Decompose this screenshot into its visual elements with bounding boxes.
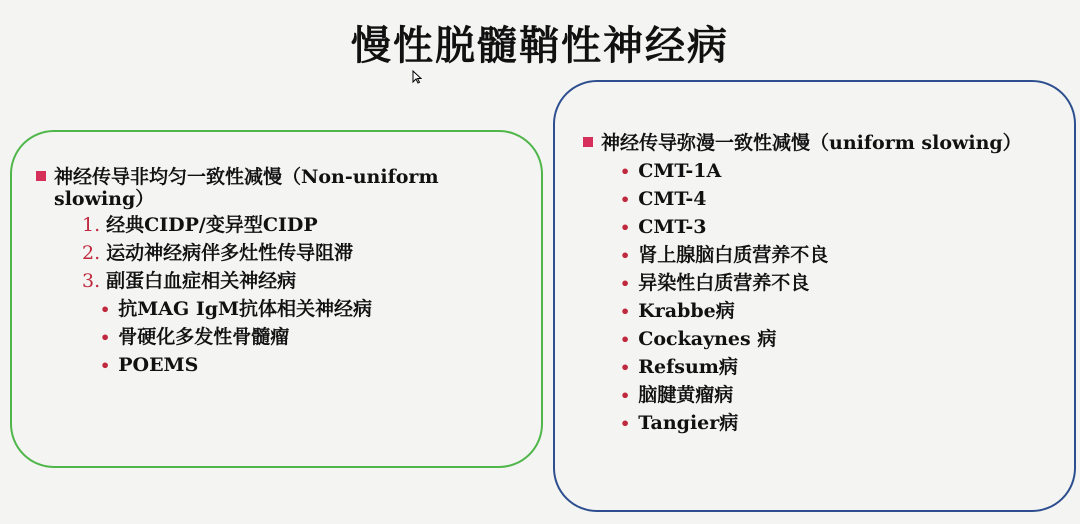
item-text: 脑腱黄瘤病 [638, 384, 734, 406]
dot-bullet-icon: • [620, 330, 631, 349]
item-text: CMT-4 [638, 188, 707, 210]
list-item [620, 300, 735, 323]
dot-bullet-icon: • [620, 414, 631, 433]
sub-list-item [100, 354, 198, 377]
slide-title: 慢性脱髓鞘性神经病 [351, 23, 729, 69]
square-bullet-icon [36, 171, 46, 181]
dot-bullet-icon: • [100, 300, 111, 319]
list-item [82, 242, 353, 264]
dot-bullet-icon: • [100, 356, 111, 375]
item-number: 1. [82, 214, 101, 236]
list-item [620, 272, 809, 295]
list-item [620, 412, 738, 435]
list-item [620, 216, 707, 239]
item-number: 3. [82, 270, 101, 292]
item-text: Refsum病 [638, 356, 738, 378]
item-text: CMT-1A [638, 160, 722, 182]
right-panel-heading [583, 132, 1022, 154]
list-item [620, 356, 738, 379]
item-text: Krabbe病 [638, 300, 735, 322]
left-heading-line2: slowing） [54, 188, 155, 210]
dot-bullet-icon: • [620, 302, 631, 321]
left-heading-line1: 神经传导非均匀一致性减慢（Non-uniform [54, 166, 439, 188]
item-text: Cockaynes 病 [638, 328, 777, 350]
right-heading-text: 神经传导弥漫一致性减慢（uniform slowing） [601, 132, 1022, 154]
item-number: 2. [82, 242, 101, 264]
item-text: 骨硬化多发性骨髓瘤 [118, 326, 290, 348]
list-item [620, 188, 707, 211]
dot-bullet-icon: • [620, 358, 631, 377]
item-text: 经典CIDP/变异型CIDP [106, 214, 318, 236]
left-panel-heading [36, 166, 439, 188]
sub-list-item [100, 298, 372, 321]
item-text: POEMS [118, 354, 199, 376]
item-text: 肾上腺脑白质营养不良 [638, 244, 829, 266]
dot-bullet-icon: • [620, 190, 631, 209]
dot-bullet-icon: • [620, 218, 631, 237]
dot-bullet-icon: • [620, 274, 631, 293]
list-item [620, 384, 733, 407]
dot-bullet-icon: • [620, 162, 631, 181]
item-text: Tangier病 [638, 412, 739, 434]
square-bullet-icon [583, 137, 593, 147]
sub-list-item [100, 326, 289, 349]
list-item [620, 244, 828, 267]
dot-bullet-icon: • [100, 328, 111, 347]
item-text: 副蛋白血症相关神经病 [106, 270, 297, 292]
list-item [620, 160, 721, 183]
item-text: 运动神经病伴多灶性传导阻滞 [106, 242, 354, 264]
list-item [82, 270, 296, 292]
item-text: CMT-3 [638, 216, 707, 238]
item-text: 异染性白质营养不良 [638, 272, 810, 294]
mouse-cursor-icon [412, 70, 422, 84]
list-item [82, 214, 318, 236]
dot-bullet-icon: • [620, 246, 631, 265]
dot-bullet-icon: • [620, 386, 631, 405]
item-text: 抗MAG IgM抗体相关神经病 [118, 298, 373, 320]
list-item [620, 328, 776, 351]
